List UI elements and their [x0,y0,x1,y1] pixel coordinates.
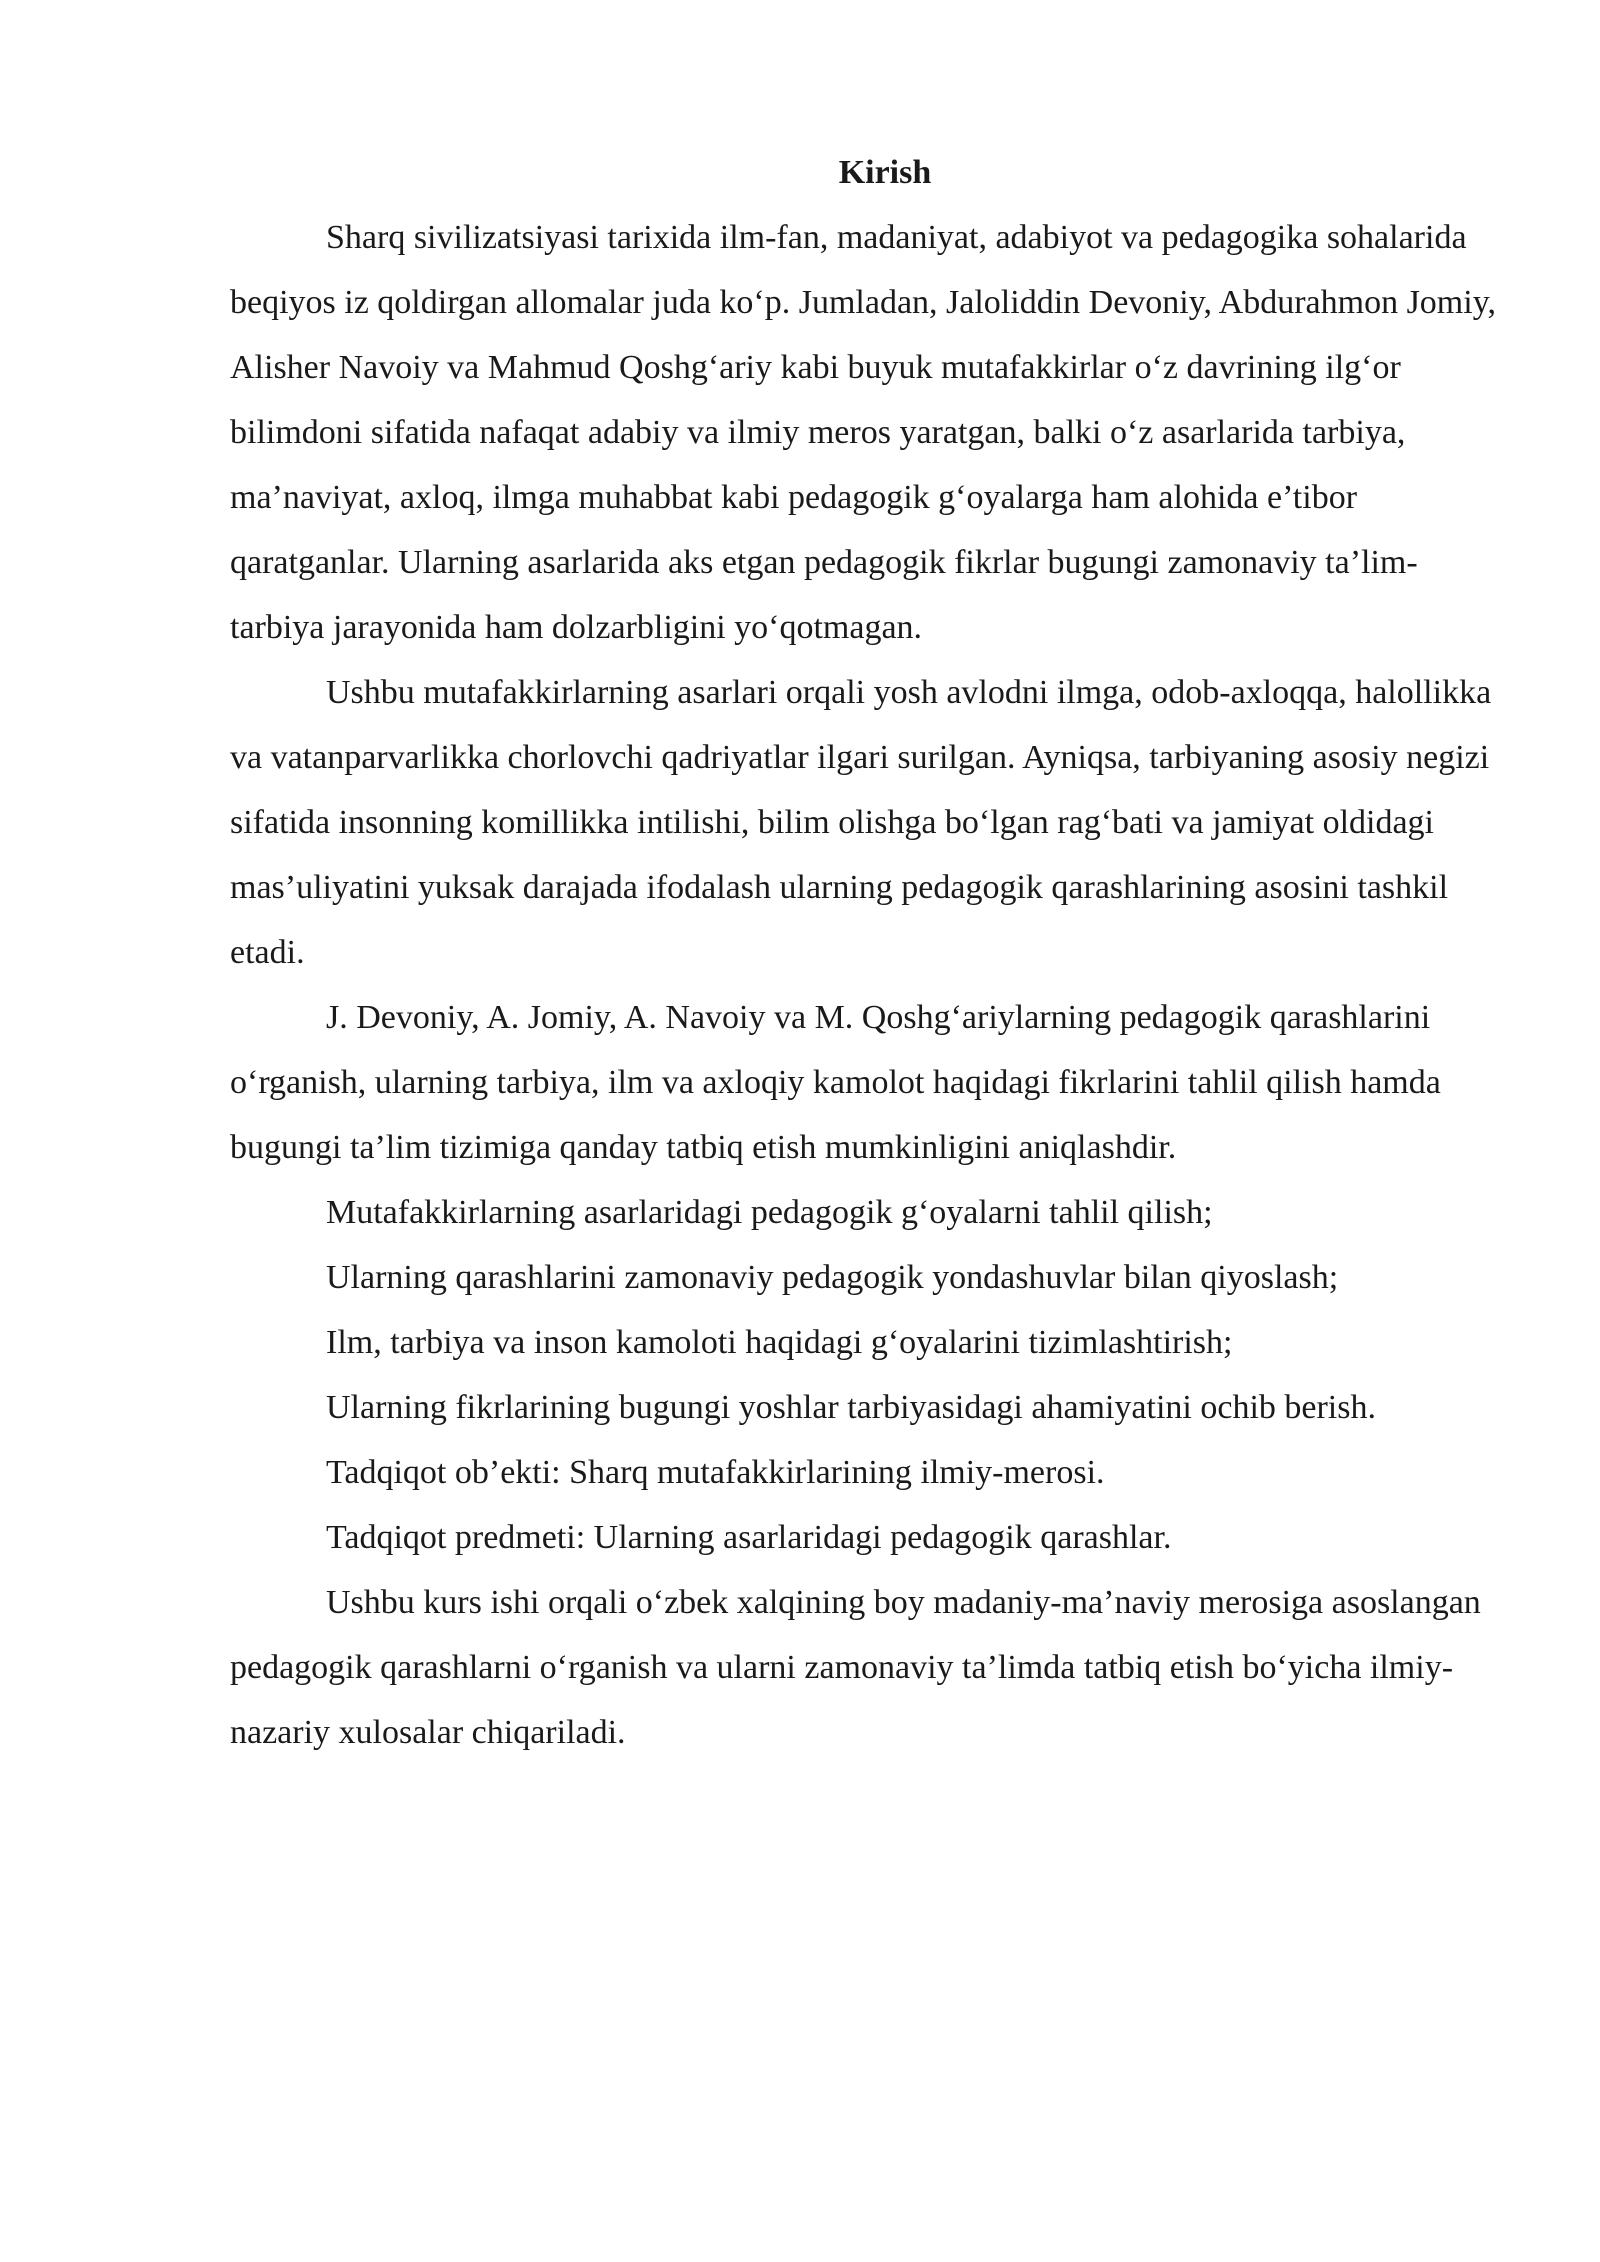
paragraph-ideas: Ushbu mutafakkirlarning asarlari orqali yosh avlodni ilmga, odob-axloqqa, halollikka va vatanparvarlikka chorlovchi qadriyatlar ilgari surilgan. Ayniqsa, tarbiyaning asosiy negizi sifatida insonning komillikka intilishi, bilim olishga bo‘lgan rag‘bati va jamiyat oldidagi mas’uliyatini yuksak darajada ifodalash ularning pedagogik qarashlarining asosini tashkil etadi. [230,674,1492,971]
paragraph-conclusion: Ushbu kurs ishi orqali o‘zbek xalqining boy madaniy-ma’naviy merosiga asoslangan pedagogik qarashlarni o‘rganish va ularni zamonaviy ta’limda tatbiq etish bo‘yicha ilmiy-nazariy xulosalar chiqariladi. [230,1584,1481,1751]
paragraph-introduction: Sharq sivilizatsiyasi tarixida ilm-fan, madaniyat, adabiyot va pedagogika sohalarida beqiyos iz qoldirgan allomalar juda ko‘p. Jumladan, Jaloliddin Devoniy, Abdurahmon Jomiy, Alisher Navoiy va Mahmud Qoshg‘ariy kabi buyuk mutafakkirlar o‘z davrining ilg‘or bilimdoni sifatida nafaqat adabiy va ilmiy meros yaratgan, balki o‘z asarlarida tarbiya, ma’naviyat, axloq, ilmga muhabbat kabi pedagogik g‘oyalarga ham alohida e’tibor qaratganlar. Ularning asarlarida aks etgan pedagogik fikrlar bugungi zamonaviy ta’lim-tarbiya jarayonida ham dolzarbligini yo‘qotmagan. [230,219,1496,646]
research-subject: Tadqiqot predmeti: Ularning asarlaridagi pedagogik qarashlar. [326,1519,1172,1556]
task-item-1: Mutafakkirlarning asarlaridagi pedagogik g‘oyalarni tahlil qilish; [326,1194,1213,1231]
page-title: Kirish [838,154,932,191]
research-object: Tadqiqot ob’ekti: Sharq mutafakkirlarining ilmiy-merosi. [326,1454,1105,1491]
task-item-3: Ilm, tarbiya va inson kamoloti haqidagi g‘oyalarini tizimlashtirish; [326,1324,1233,1361]
task-item-2: Ularning qarashlarini zamonaviy pedagogik yondashuvlar bilan qiyoslash; [326,1259,1339,1296]
task-item-4: Ularning fikrlarining bugungi yoshlar tarbiyasidagi ahamiyatini ochib berish. [326,1389,1376,1426]
paragraph-goal: J. Devoniy, A. Jomiy, A. Navoiy va M. Qoshg‘ariylarning pedagogik qarashlarini o‘rganish, ularning tarbiya, ilm va axloqiy kamolot haqidagi fikrlarini tahlil qilish hamda bugungi ta’lim tizimiga qanday tatbiq etish mumkinligini aniqlashdir. [230,999,1441,1166]
document-body [230,140,1500,1765]
